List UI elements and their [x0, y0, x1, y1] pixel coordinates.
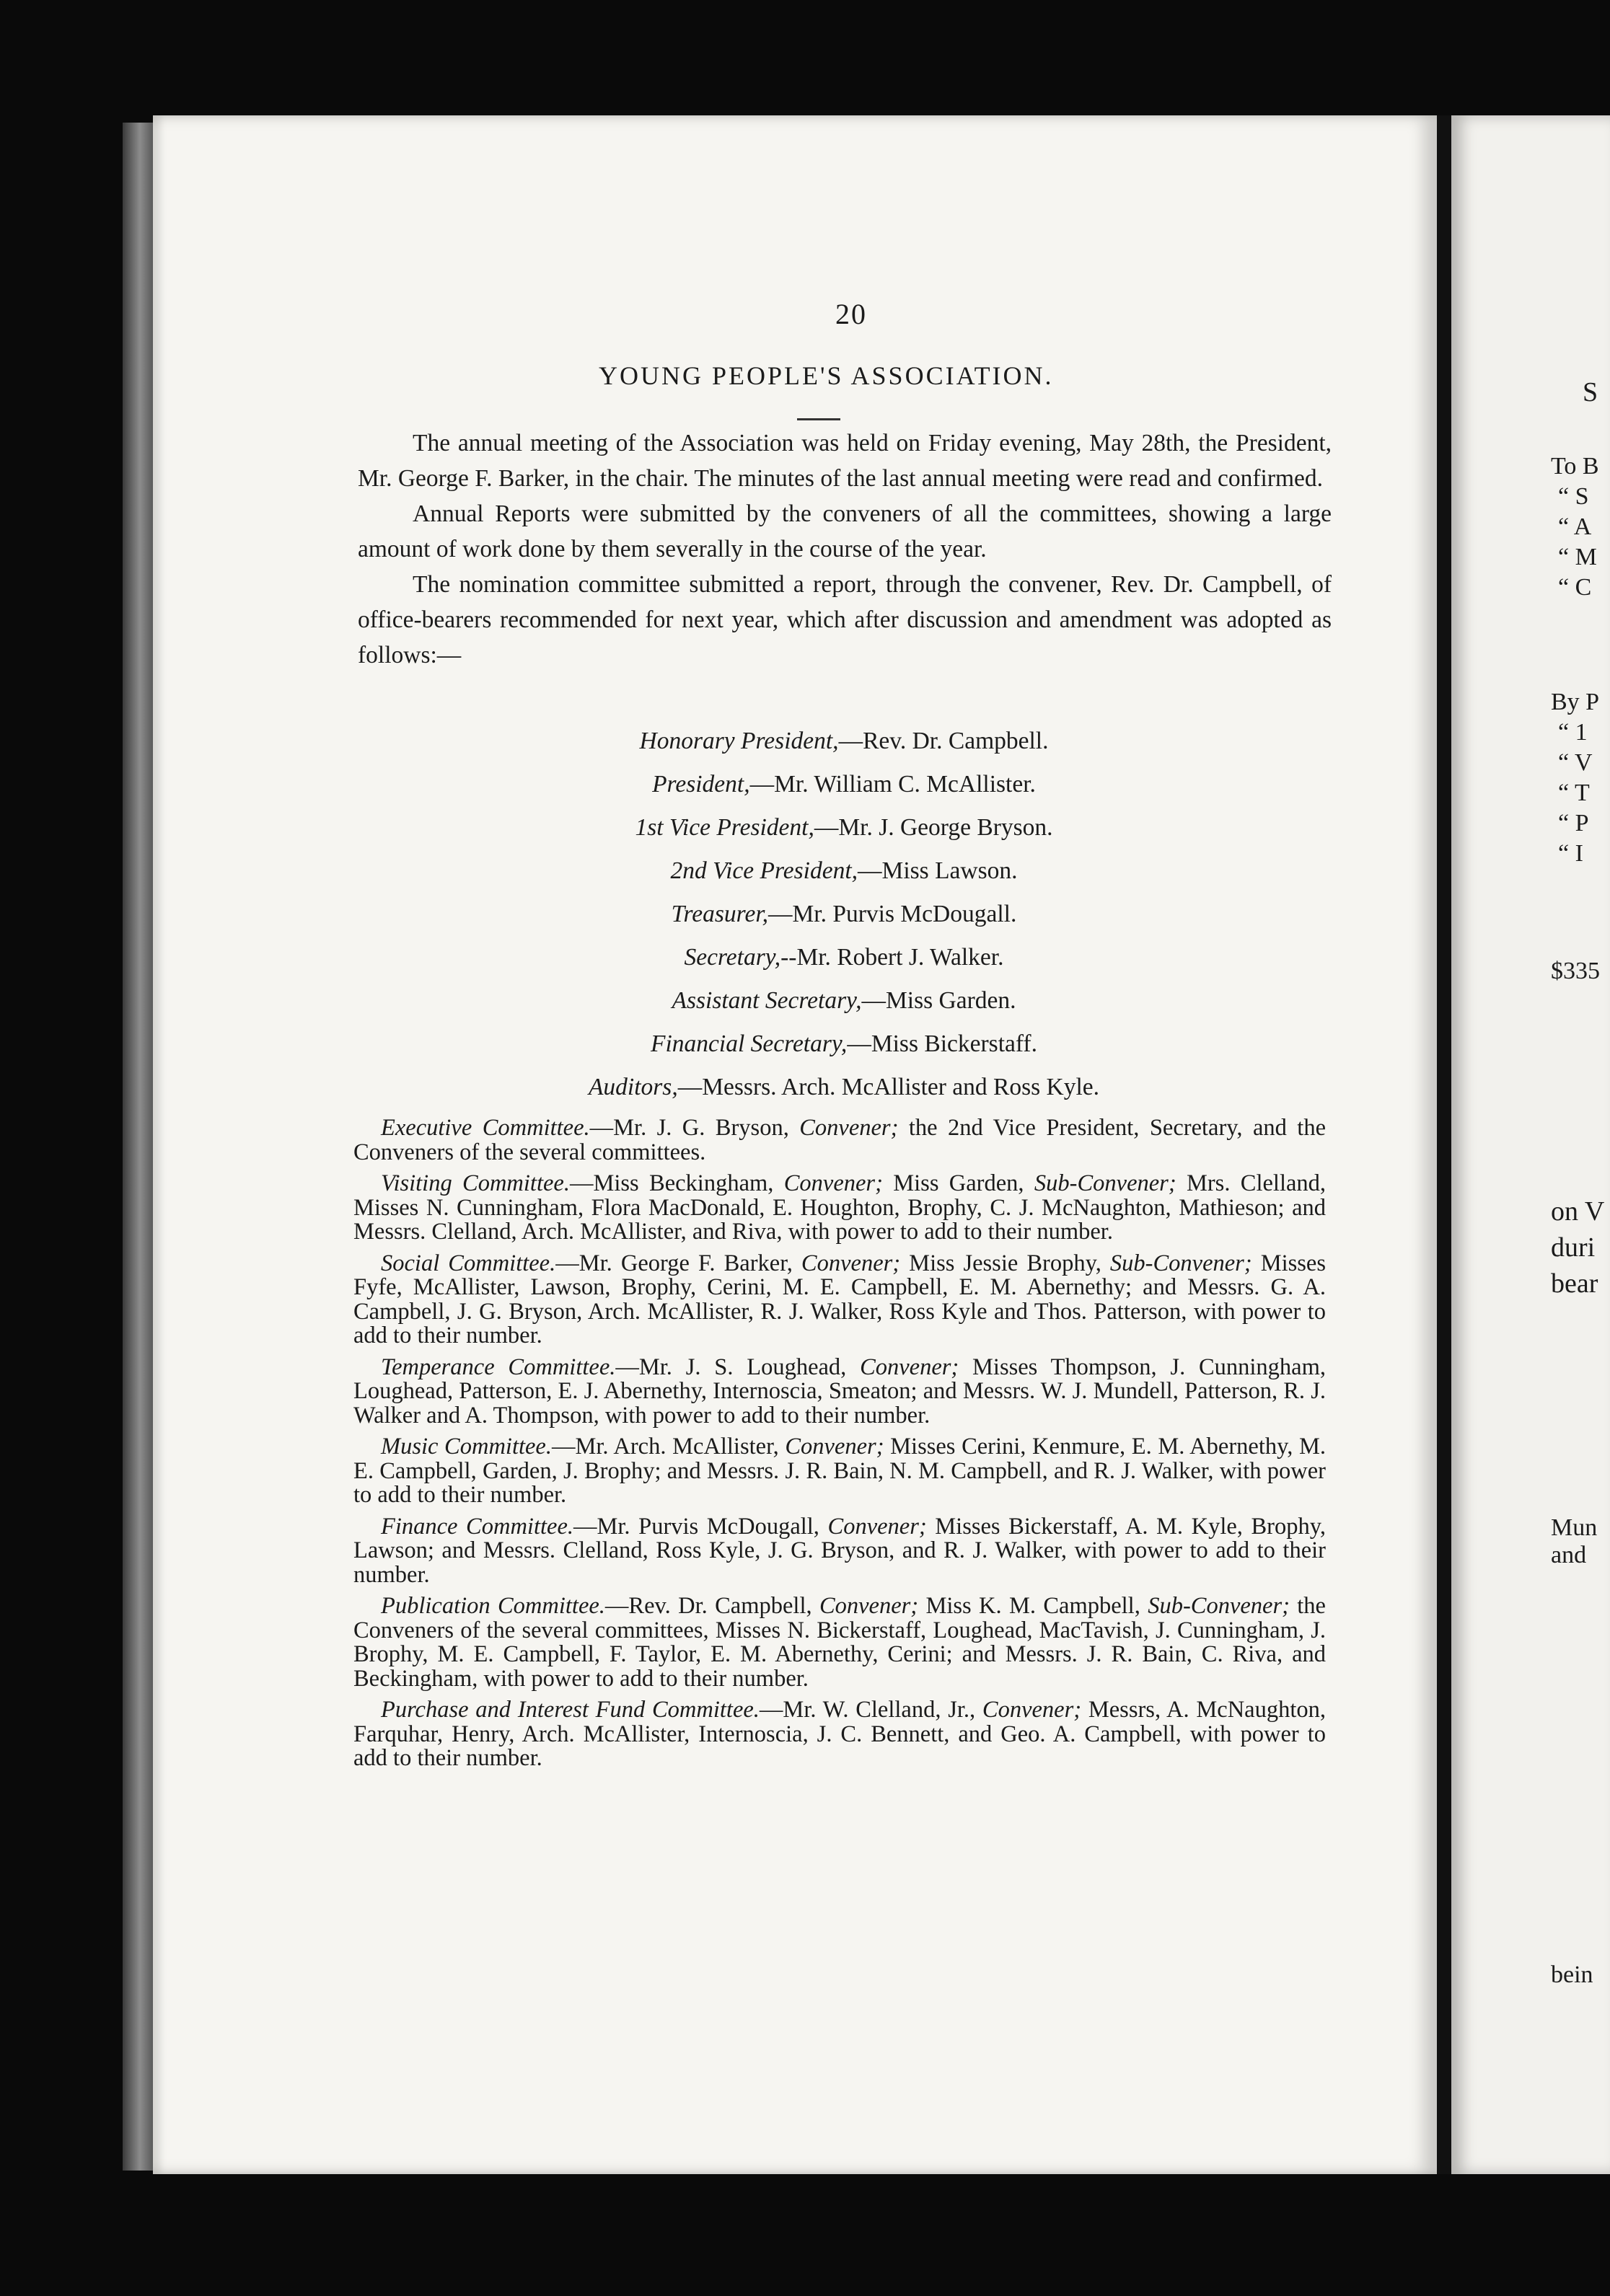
right-page-fragment: Mun — [1551, 1514, 1598, 1541]
committee-text: —Mr. Arch. McAllister, — [551, 1434, 786, 1460]
officer-name: --Mr. Robert J. Walker. — [780, 944, 1004, 971]
committee-text: Misses Fyfe, McAllister, Lawson, Brophy, Cerini, M. E. Campbell, E. M. Abernethy; and Messrs. G. A. Campbell, J. G. Bryson, Arch. McAllister, R. J. Walker, Ross Kyle and Thos. Patterson, with power to add to their number. — [353, 1250, 1327, 1348]
officer-name: —Miss Lawson. — [858, 857, 1018, 884]
right-page-fragment: bein — [1551, 1961, 1593, 1988]
officer-title: Assistant Secretary, — [672, 987, 862, 1014]
committee-name: Visiting Committee. — [381, 1170, 570, 1196]
officer-entry — [353, 936, 1334, 979]
committee-text: Miss Jessie Brophy, — [900, 1250, 1110, 1276]
committee-role: Convener; — [827, 1513, 927, 1540]
officer-title: President, — [652, 771, 750, 798]
officer-entry — [353, 979, 1334, 1023]
right-page-fragment: “ I — [1558, 840, 1583, 867]
committee-text: —Mr. J. G. Bryson, — [589, 1115, 800, 1141]
committee-name: Social Committee. — [381, 1250, 556, 1276]
officer-title: Secretary, — [684, 944, 781, 971]
heading-rule — [797, 418, 840, 420]
officer-title: Financial Secretary, — [651, 1030, 848, 1057]
intro-paragraph: Annual Reports were submitted by the conveners of all the committees, showing a large amount of work done by them severally in the course of the year. — [358, 500, 1332, 562]
right-page-fragment: S — [1583, 377, 1598, 407]
committee-paragraph — [353, 1698, 1326, 1771]
right-page-fragment: on V — [1551, 1196, 1605, 1227]
officer-name: —Messrs. Arch. McAllister and Ross Kyle. — [677, 1074, 1100, 1100]
committee-paragraph — [353, 1594, 1326, 1691]
right-page — [1451, 115, 1610, 2174]
officer-name: —Mr. J. George Bryson. — [814, 814, 1053, 841]
committee-text: the 2nd Vice President, Secretary, and the Conveners of the several committees. — [353, 1115, 1326, 1165]
officer-entry — [353, 1066, 1334, 1109]
committee-role: Convener; — [801, 1250, 901, 1276]
committee-name: Finance Committee. — [381, 1513, 573, 1540]
intro-section — [358, 425, 1332, 673]
committee-text: the Conveners of the several committees, Misses N. Bickerstaff, Loughead, MacTavish, J. Cunningham, J. Brophy, M. E. Campbell, F. Taylor, E. M. Abernethy, Cerini; and Messrs. J. R. Bain, C. Riva, and Beckingham, with power to add to their number. — [353, 1593, 1326, 1692]
committee-role: Convener; — [799, 1115, 899, 1141]
committee-role: Convener; — [860, 1354, 959, 1380]
intro-paragraph: The nomination committee submitted a report, through the convener, Rev. Dr. Campbell, of office-bearers recommended for next year, which after discussion and amendment was adopted as follows:— — [358, 571, 1332, 668]
right-page-fragment: $335 — [1551, 958, 1600, 984]
officer-name: —Miss Garden. — [861, 987, 1016, 1014]
committee-name: Executive Committee. — [381, 1115, 590, 1141]
committee-paragraph — [353, 1252, 1326, 1348]
committee-role: Sub-Convener; — [1034, 1170, 1176, 1196]
officer-title: 2nd Vice President, — [670, 857, 858, 884]
committee-text: —Mr. George F. Barker, — [555, 1250, 801, 1276]
officer-title: Honorary President, — [639, 728, 839, 754]
book-gutter — [1437, 115, 1451, 2174]
right-page-fragment: By P — [1551, 689, 1600, 715]
committee-paragraph — [353, 1356, 1326, 1429]
right-page-fragment: “ P — [1558, 810, 1589, 836]
committee-text: Miss Garden, — [882, 1170, 1034, 1196]
committee-text: —Mr. W. Clelland, Jr., — [759, 1697, 982, 1723]
right-page-fragment: “ T — [1558, 780, 1590, 806]
committee-name: Purchase and Interest Fund Committee. — [381, 1697, 760, 1723]
committee-role: Convener; — [783, 1170, 883, 1196]
officer-entry — [353, 849, 1334, 893]
officers-list — [353, 720, 1334, 1109]
officer-name: —Miss Bickerstaff. — [847, 1030, 1037, 1057]
officer-title: Treasurer, — [671, 901, 769, 927]
committee-paragraph — [353, 1172, 1326, 1245]
committee-text: —Rev. Dr. Campbell, — [604, 1593, 819, 1619]
right-page-fragment: “ 1 — [1558, 719, 1588, 746]
right-page-fragment: “ A — [1558, 513, 1592, 540]
page-number: 20 — [835, 298, 867, 330]
officer-entry — [353, 720, 1334, 763]
officer-name: —Mr. Purvis McDougall. — [768, 901, 1017, 927]
officer-entry — [353, 763, 1334, 806]
intro-paragraph: The annual meeting of the Association was held on Friday evening, May 28th, the President, Mr. George F. Barker, in the chair. The minutes of the last annual meeting were read and confirmed. — [358, 430, 1332, 492]
right-page-fragment: “ C — [1558, 574, 1592, 601]
committee-paragraph — [353, 1515, 1326, 1588]
committee-text: —Miss Beckingham, — [569, 1170, 784, 1196]
committee-text: Misses Cerini, Kenmure, E. M. Abernethy, M. E. Campbell, Garden, J. Brophy; and Messrs. J. R. Bain, N. M. Campbell, and R. J. Walker, with power to add to their number. — [353, 1434, 1327, 1508]
right-page-fragment: “ S — [1558, 483, 1589, 510]
committee-name: Music Committee. — [381, 1434, 552, 1460]
committee-name: Temperance Committee. — [381, 1354, 616, 1380]
right-page-fragment: To B — [1551, 453, 1599, 480]
right-page-fragment: bear — [1551, 1268, 1598, 1299]
committee-text: Misses Bickerstaff, A. M. Kyle, Brophy, Lawson; and Messrs. Clelland, Ross Kyle, J. G. Bryson, and R. J. Walker, with power to add to their number. — [353, 1513, 1327, 1588]
committee-name: Publication Committee. — [381, 1593, 605, 1619]
officer-name: —Rev. Dr. Campbell. — [838, 728, 1049, 754]
officer-title: Auditors, — [588, 1074, 678, 1100]
committee-text: Miss K. M. Campbell, — [918, 1593, 1148, 1619]
committee-paragraph — [353, 1435, 1326, 1508]
committee-role: Sub-Convener; — [1109, 1250, 1252, 1276]
committee-role: Sub-Convener; — [1148, 1593, 1290, 1619]
committee-role: Convener; — [785, 1434, 884, 1460]
committee-text: Messrs, A. McNaughton, Farquhar, Henry, Arch. McAllister, Internoscia, J. C. Bennett, and Geo. A. Campbell, with power to add to their number. — [353, 1697, 1326, 1771]
committee-text: —Mr. Purvis McDougall, — [573, 1513, 828, 1540]
officer-title: 1st Vice President, — [635, 814, 814, 841]
officer-name: —Mr. William C. McAllister. — [749, 771, 1036, 798]
right-page-fragment: and — [1551, 1542, 1587, 1568]
officer-entry — [353, 806, 1334, 849]
committees-list — [353, 1116, 1326, 1778]
right-page-fragment: “ M — [1558, 544, 1597, 570]
right-page-fragment: duri — [1551, 1232, 1596, 1263]
officer-entry — [353, 893, 1334, 936]
page-heading: YOUNG PEOPLE'S ASSOCIATION. — [599, 361, 1054, 390]
committee-paragraph — [353, 1116, 1326, 1165]
committee-text: Mrs. Clelland, Misses N. Cunningham, Flora MacDonald, E. Houghton, Brophy, C. J. McNaughton, Mathieson; and Messrs. Clelland, Arch. McAllister, and Riva, with power to add to their number. — [353, 1170, 1327, 1245]
right-page-fragment: “ V — [1558, 749, 1593, 776]
committee-role: Convener; — [819, 1593, 919, 1619]
committee-role: Convener; — [982, 1697, 1082, 1723]
committee-text: Misses Thompson, J. Cunningham, Loughead, Patterson, E. J. Abernethy, Internoscia, Smeaton; and Messrs. W. J. Mundell, Patterson, R. J. Walker and A. Thompson, with power to add to their number. — [353, 1354, 1327, 1429]
officer-entry — [353, 1023, 1334, 1066]
committee-text: —Mr. J. S. Loughead, — [615, 1354, 861, 1380]
